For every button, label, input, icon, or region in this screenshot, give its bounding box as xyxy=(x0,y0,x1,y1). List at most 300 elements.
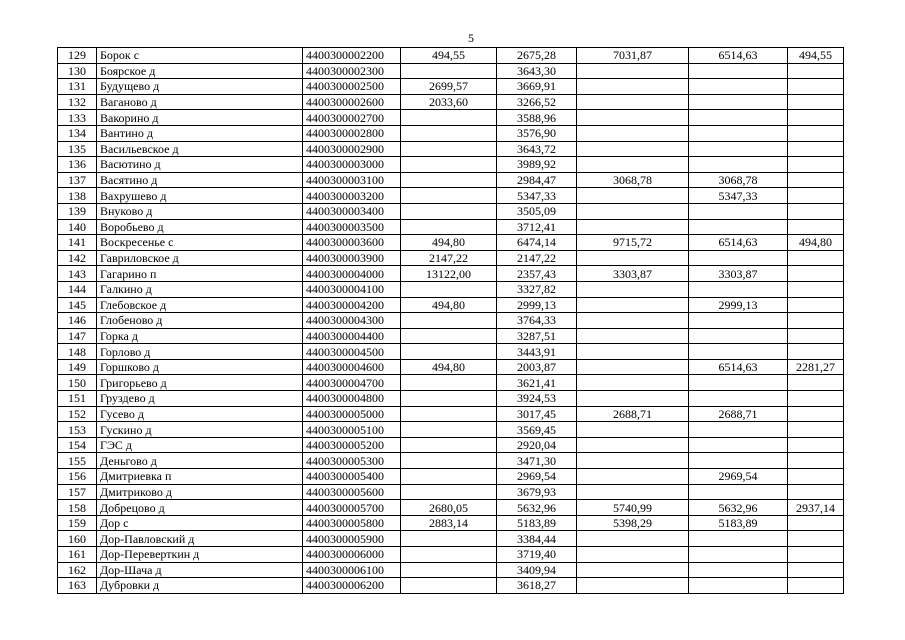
settlement-name-cell: Горлово д xyxy=(97,344,303,360)
value-5-cell: 2937,14 xyxy=(788,500,844,516)
value-5-cell xyxy=(788,469,844,485)
settlement-name-cell: Гагарино п xyxy=(97,266,303,282)
value-3-cell: 2688,71 xyxy=(577,406,689,422)
table-row xyxy=(58,313,844,329)
value-3-cell: 5740,99 xyxy=(577,500,689,516)
value-5-cell: 2281,27 xyxy=(788,359,844,375)
value-1-cell: 2033,60 xyxy=(401,94,497,110)
row-number-cell: 142 xyxy=(58,250,97,266)
value-3-cell xyxy=(577,359,689,375)
table-row xyxy=(58,531,844,547)
settlement-name-cell: Будущево д xyxy=(97,79,303,95)
table-row xyxy=(58,375,844,391)
value-5-cell xyxy=(788,141,844,157)
settlement-name-cell: Груздево д xyxy=(97,391,303,407)
value-5-cell xyxy=(788,250,844,266)
value-1-cell xyxy=(401,110,497,126)
value-4-cell xyxy=(689,281,788,297)
settlement-name-cell: Вантино д xyxy=(97,125,303,141)
value-4-cell xyxy=(689,531,788,547)
okato-code-cell: 4400300005200 xyxy=(303,437,401,453)
table-row xyxy=(58,515,844,531)
value-3-cell xyxy=(577,188,689,204)
table-row xyxy=(58,469,844,485)
value-1-cell xyxy=(401,172,497,188)
okato-code-cell: 4400300006200 xyxy=(303,578,401,594)
value-2-cell: 3471,30 xyxy=(497,453,577,469)
value-4-cell xyxy=(689,344,788,360)
value-2-cell: 3409,94 xyxy=(497,562,577,578)
row-number-cell: 140 xyxy=(58,219,97,235)
value-5-cell xyxy=(788,125,844,141)
row-number-cell: 159 xyxy=(58,515,97,531)
okato-code-cell: 4400300003000 xyxy=(303,157,401,173)
settlement-name-cell: Горшково д xyxy=(97,359,303,375)
row-number-cell: 132 xyxy=(58,94,97,110)
settlement-name-cell: Дубровки д xyxy=(97,578,303,594)
okato-code-cell: 4400300005600 xyxy=(303,484,401,500)
okato-code-cell: 4400300002700 xyxy=(303,110,401,126)
value-5-cell xyxy=(788,328,844,344)
value-4-cell: 2688,71 xyxy=(689,406,788,422)
value-3-cell xyxy=(577,375,689,391)
value-3-cell xyxy=(577,203,689,219)
settlement-name-cell: Вахрушево д xyxy=(97,188,303,204)
value-3-cell xyxy=(577,79,689,95)
value-3-cell xyxy=(577,125,689,141)
okato-code-cell: 4400300005900 xyxy=(303,531,401,547)
value-1-cell xyxy=(401,453,497,469)
okato-code-cell: 4400300005000 xyxy=(303,406,401,422)
settlement-name-cell: Воскресенье с xyxy=(97,235,303,251)
value-5-cell xyxy=(788,110,844,126)
value-3-cell xyxy=(577,94,689,110)
value-1-cell xyxy=(401,281,497,297)
value-4-cell xyxy=(689,391,788,407)
value-4-cell xyxy=(689,484,788,500)
value-1-cell xyxy=(401,531,497,547)
okato-code-cell: 4400300005300 xyxy=(303,453,401,469)
value-2-cell: 2969,54 xyxy=(497,469,577,485)
value-5-cell xyxy=(788,297,844,313)
value-2-cell: 2147,22 xyxy=(497,250,577,266)
table-row xyxy=(58,79,844,95)
settlement-name-cell: Борок с xyxy=(97,48,303,64)
value-3-cell xyxy=(577,110,689,126)
value-3-cell: 5398,29 xyxy=(577,515,689,531)
value-4-cell: 3068,78 xyxy=(689,172,788,188)
row-number-cell: 146 xyxy=(58,313,97,329)
value-4-cell xyxy=(689,110,788,126)
value-2-cell: 3764,33 xyxy=(497,313,577,329)
okato-code-cell: 4400300002500 xyxy=(303,79,401,95)
value-2-cell: 3588,96 xyxy=(497,110,577,126)
value-1-cell xyxy=(401,328,497,344)
value-4-cell: 6514,63 xyxy=(689,48,788,64)
table-row xyxy=(58,437,844,453)
value-5-cell xyxy=(788,562,844,578)
value-3-cell xyxy=(577,422,689,438)
value-3-cell xyxy=(577,328,689,344)
value-2-cell: 5632,96 xyxy=(497,500,577,516)
value-5-cell: 494,80 xyxy=(788,235,844,251)
settlement-name-cell: Внуково д xyxy=(97,203,303,219)
value-2-cell: 2984,47 xyxy=(497,172,577,188)
settlement-name-cell: Глебовское д xyxy=(97,297,303,313)
value-4-cell xyxy=(689,125,788,141)
settlement-name-cell: Галкино д xyxy=(97,281,303,297)
value-1-cell xyxy=(401,484,497,500)
okato-code-cell: 4400300004600 xyxy=(303,359,401,375)
value-3-cell xyxy=(577,344,689,360)
okato-code-cell: 4400300005400 xyxy=(303,469,401,485)
settlement-name-cell: Глобеново д xyxy=(97,313,303,329)
value-3-cell xyxy=(577,63,689,79)
okato-code-cell: 4400300004100 xyxy=(303,281,401,297)
value-4-cell xyxy=(689,250,788,266)
value-4-cell xyxy=(689,203,788,219)
value-3-cell: 7031,87 xyxy=(577,48,689,64)
row-number-cell: 148 xyxy=(58,344,97,360)
value-4-cell xyxy=(689,141,788,157)
value-5-cell xyxy=(788,578,844,594)
row-number-cell: 131 xyxy=(58,79,97,95)
row-number-cell: 147 xyxy=(58,328,97,344)
value-2-cell: 5183,89 xyxy=(497,515,577,531)
value-5-cell xyxy=(788,375,844,391)
value-5-cell xyxy=(788,422,844,438)
row-number-cell: 134 xyxy=(58,125,97,141)
value-1-cell: 2883,14 xyxy=(401,515,497,531)
table-row xyxy=(58,484,844,500)
okato-code-cell: 4400300006000 xyxy=(303,547,401,563)
value-2-cell: 5347,33 xyxy=(497,188,577,204)
value-2-cell: 3989,92 xyxy=(497,157,577,173)
value-5-cell xyxy=(788,79,844,95)
settlement-name-cell: Григорьево д xyxy=(97,375,303,391)
value-4-cell: 2999,13 xyxy=(689,297,788,313)
value-2-cell: 3569,45 xyxy=(497,422,577,438)
settlement-name-cell: Гавриловское д xyxy=(97,250,303,266)
value-5-cell xyxy=(788,94,844,110)
value-1-cell: 494,55 xyxy=(401,48,497,64)
okato-code-cell: 4400300002900 xyxy=(303,141,401,157)
okato-code-cell: 4400300002600 xyxy=(303,94,401,110)
okato-code-cell: 4400300005800 xyxy=(303,515,401,531)
value-1-cell xyxy=(401,141,497,157)
value-4-cell xyxy=(689,422,788,438)
row-number-cell: 154 xyxy=(58,437,97,453)
row-number-cell: 130 xyxy=(58,63,97,79)
table-row xyxy=(58,344,844,360)
value-2-cell: 3618,27 xyxy=(497,578,577,594)
row-number-cell: 161 xyxy=(58,547,97,563)
row-number-cell: 143 xyxy=(58,266,97,282)
settlement-name-cell: Васютино д xyxy=(97,157,303,173)
value-2-cell: 3505,09 xyxy=(497,203,577,219)
value-5-cell xyxy=(788,515,844,531)
value-3-cell xyxy=(577,219,689,235)
value-5-cell xyxy=(788,344,844,360)
value-2-cell: 2920,04 xyxy=(497,437,577,453)
value-3-cell xyxy=(577,484,689,500)
value-1-cell xyxy=(401,562,497,578)
value-2-cell: 2999,13 xyxy=(497,297,577,313)
table-row xyxy=(58,266,844,282)
value-2-cell: 3712,41 xyxy=(497,219,577,235)
value-2-cell: 3621,41 xyxy=(497,375,577,391)
value-2-cell: 3017,45 xyxy=(497,406,577,422)
value-5-cell xyxy=(788,391,844,407)
settlement-name-cell: ГЭС д xyxy=(97,437,303,453)
value-5-cell xyxy=(788,188,844,204)
okato-code-cell: 4400300002800 xyxy=(303,125,401,141)
value-4-cell xyxy=(689,375,788,391)
settlement-name-cell: Васятино д xyxy=(97,172,303,188)
value-1-cell xyxy=(401,157,497,173)
value-5-cell xyxy=(788,63,844,79)
value-2-cell: 3643,30 xyxy=(497,63,577,79)
value-3-cell: 9715,72 xyxy=(577,235,689,251)
value-4-cell xyxy=(689,562,788,578)
value-2-cell: 2675,28 xyxy=(497,48,577,64)
value-1-cell: 2147,22 xyxy=(401,250,497,266)
settlement-name-cell: Васильевское д xyxy=(97,141,303,157)
value-4-cell xyxy=(689,328,788,344)
value-4-cell xyxy=(689,94,788,110)
value-1-cell xyxy=(401,188,497,204)
value-1-cell: 494,80 xyxy=(401,235,497,251)
value-2-cell: 3719,40 xyxy=(497,547,577,563)
settlement-name-cell: Воробьево д xyxy=(97,219,303,235)
value-2-cell: 6474,14 xyxy=(497,235,577,251)
value-5-cell xyxy=(788,157,844,173)
value-4-cell: 5632,96 xyxy=(689,500,788,516)
settlement-name-cell: Дмитриевка п xyxy=(97,469,303,485)
okato-code-cell: 4400300004400 xyxy=(303,328,401,344)
value-2-cell: 3924,53 xyxy=(497,391,577,407)
okato-code-cell: 4400300002200 xyxy=(303,48,401,64)
value-2-cell: 3443,91 xyxy=(497,344,577,360)
value-1-cell xyxy=(401,547,497,563)
table-row xyxy=(58,172,844,188)
row-number-cell: 136 xyxy=(58,157,97,173)
okato-code-cell: 4400300003500 xyxy=(303,219,401,235)
row-number-cell: 163 xyxy=(58,578,97,594)
page-number: 5 xyxy=(468,31,474,45)
table-row xyxy=(58,94,844,110)
table-row xyxy=(58,328,844,344)
value-1-cell xyxy=(401,219,497,235)
table-row xyxy=(58,297,844,313)
value-1-cell xyxy=(401,422,497,438)
row-number-cell: 133 xyxy=(58,110,97,126)
settlement-name-cell: Дор-Шача д xyxy=(97,562,303,578)
row-number-cell: 160 xyxy=(58,531,97,547)
value-3-cell xyxy=(577,453,689,469)
row-number-cell: 162 xyxy=(58,562,97,578)
table-row xyxy=(58,391,844,407)
value-1-cell xyxy=(401,313,497,329)
table-row xyxy=(58,125,844,141)
value-2-cell: 3576,90 xyxy=(497,125,577,141)
row-number-cell: 137 xyxy=(58,172,97,188)
value-3-cell: 3303,87 xyxy=(577,266,689,282)
table-row xyxy=(58,250,844,266)
row-number-cell: 158 xyxy=(58,500,97,516)
value-4-cell xyxy=(689,453,788,469)
value-1-cell: 2680,05 xyxy=(401,500,497,516)
value-1-cell xyxy=(401,437,497,453)
table-row xyxy=(58,547,844,563)
value-5-cell xyxy=(788,531,844,547)
value-1-cell xyxy=(401,344,497,360)
table-row xyxy=(58,48,844,64)
row-number-cell: 149 xyxy=(58,359,97,375)
value-5-cell xyxy=(788,437,844,453)
value-1-cell xyxy=(401,578,497,594)
value-5-cell xyxy=(788,266,844,282)
row-number-cell: 150 xyxy=(58,375,97,391)
value-3-cell xyxy=(577,297,689,313)
settlement-name-cell: Дмитриково д xyxy=(97,484,303,500)
value-2-cell: 3643,72 xyxy=(497,141,577,157)
row-number-cell: 139 xyxy=(58,203,97,219)
value-2-cell: 3669,91 xyxy=(497,79,577,95)
value-1-cell xyxy=(401,63,497,79)
value-5-cell xyxy=(788,406,844,422)
okato-code-cell: 4400300004200 xyxy=(303,297,401,313)
okato-code-cell: 4400300003600 xyxy=(303,235,401,251)
table-body xyxy=(58,48,844,594)
table-row xyxy=(58,406,844,422)
value-3-cell xyxy=(577,562,689,578)
okato-code-cell: 4400300003200 xyxy=(303,188,401,204)
value-3-cell xyxy=(577,157,689,173)
value-1-cell: 13122,00 xyxy=(401,266,497,282)
value-2-cell: 3384,44 xyxy=(497,531,577,547)
value-5-cell xyxy=(788,172,844,188)
okato-code-cell: 4400300003400 xyxy=(303,203,401,219)
okato-code-cell: 4400300004000 xyxy=(303,266,401,282)
value-1-cell xyxy=(401,203,497,219)
table-row xyxy=(58,203,844,219)
settlement-name-cell: Дор-Павловский д xyxy=(97,531,303,547)
table-row xyxy=(58,562,844,578)
value-5-cell: 494,55 xyxy=(788,48,844,64)
value-2-cell: 3287,51 xyxy=(497,328,577,344)
value-3-cell xyxy=(577,313,689,329)
value-1-cell xyxy=(401,375,497,391)
okato-code-cell: 4400300004500 xyxy=(303,344,401,360)
value-4-cell: 6514,63 xyxy=(689,235,788,251)
value-4-cell xyxy=(689,63,788,79)
value-1-cell: 2699,57 xyxy=(401,79,497,95)
table-row xyxy=(58,578,844,594)
value-4-cell xyxy=(689,578,788,594)
value-3-cell xyxy=(577,437,689,453)
value-1-cell xyxy=(401,391,497,407)
value-4-cell xyxy=(689,79,788,95)
okato-code-cell: 4400300005100 xyxy=(303,422,401,438)
value-3-cell xyxy=(577,391,689,407)
okato-code-cell: 4400300004300 xyxy=(303,313,401,329)
okato-code-cell: 4400300003100 xyxy=(303,172,401,188)
value-3-cell: 3068,78 xyxy=(577,172,689,188)
row-number-cell: 138 xyxy=(58,188,97,204)
settlement-name-cell: Гусево д xyxy=(97,406,303,422)
settlement-name-cell: Деньгово д xyxy=(97,453,303,469)
value-3-cell xyxy=(577,531,689,547)
value-3-cell xyxy=(577,578,689,594)
value-4-cell: 5347,33 xyxy=(689,188,788,204)
table-row xyxy=(58,453,844,469)
value-1-cell xyxy=(401,125,497,141)
table-row xyxy=(58,157,844,173)
settlement-name-cell: Ваганово д xyxy=(97,94,303,110)
settlement-name-cell: Дор с xyxy=(97,515,303,531)
row-number-cell: 155 xyxy=(58,453,97,469)
value-4-cell: 3303,87 xyxy=(689,266,788,282)
value-5-cell xyxy=(788,453,844,469)
row-number-cell: 157 xyxy=(58,484,97,500)
settlement-name-cell: Добрецово д xyxy=(97,500,303,516)
settlement-name-cell: Боярское д xyxy=(97,63,303,79)
value-3-cell xyxy=(577,469,689,485)
value-4-cell xyxy=(689,313,788,329)
okato-code-cell: 4400300004700 xyxy=(303,375,401,391)
value-1-cell: 494,80 xyxy=(401,297,497,313)
row-number-cell: 144 xyxy=(58,281,97,297)
settlement-name-cell: Горка д xyxy=(97,328,303,344)
value-2-cell: 3327,82 xyxy=(497,281,577,297)
table-row xyxy=(58,235,844,251)
value-1-cell xyxy=(401,406,497,422)
okato-code-cell: 4400300005700 xyxy=(303,500,401,516)
row-number-cell: 151 xyxy=(58,391,97,407)
okato-code-cell: 4400300006100 xyxy=(303,562,401,578)
okato-code-cell: 4400300002300 xyxy=(303,63,401,79)
value-4-cell xyxy=(689,547,788,563)
table-row xyxy=(58,188,844,204)
row-number-cell: 156 xyxy=(58,469,97,485)
table-row xyxy=(58,359,844,375)
settlement-name-cell: Дор-Переверткин д xyxy=(97,547,303,563)
value-1-cell xyxy=(401,469,497,485)
table-row xyxy=(58,500,844,516)
settlement-name-cell: Гускино д xyxy=(97,422,303,438)
table-row xyxy=(58,110,844,126)
settlement-table xyxy=(57,47,844,594)
value-2-cell: 3679,93 xyxy=(497,484,577,500)
okato-code-cell: 4400300004800 xyxy=(303,391,401,407)
settlement-name-cell: Вакорино д xyxy=(97,110,303,126)
value-4-cell xyxy=(689,437,788,453)
value-4-cell: 6514,63 xyxy=(689,359,788,375)
table-row xyxy=(58,63,844,79)
value-5-cell xyxy=(788,219,844,235)
table-row xyxy=(58,281,844,297)
value-3-cell xyxy=(577,281,689,297)
value-3-cell xyxy=(577,250,689,266)
value-3-cell xyxy=(577,141,689,157)
table-row xyxy=(58,219,844,235)
row-number-cell: 141 xyxy=(58,235,97,251)
value-4-cell: 5183,89 xyxy=(689,515,788,531)
value-2-cell: 2357,43 xyxy=(497,266,577,282)
table-row xyxy=(58,141,844,157)
value-4-cell xyxy=(689,157,788,173)
